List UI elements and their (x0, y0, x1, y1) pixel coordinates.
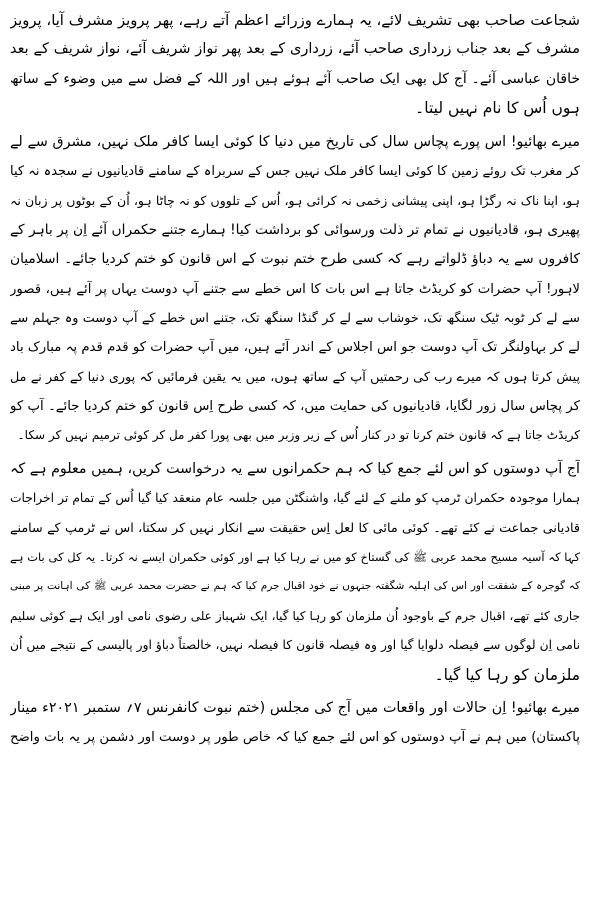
paragraph (10, 6, 580, 124)
text-line: میرے بھائیو! اِن حالات اور واقعات میں آج کی مجلس (ختم نبوت کانفرنس ۷؍ ستمبر ۲۰۲۱ء مینار (10, 699, 580, 716)
text-line: خاقان عباسی آئے۔ آج کل بھی ایک صاحب آئے ہوئے ہیں اور اللہ کے فضل سے میں وضوء کے ساتھ (10, 70, 580, 87)
text-line: ملزمان کو رہا کیا گیا۔ (434, 665, 580, 684)
text-line: لے کر بہاولنگر تک آپ دوست جو اس اجلاس کے اندر آئے ہیں، میں آپ حضرات کو قدم قدم پہ مبارک باد (10, 340, 580, 356)
text-line: کافروں سے یہ دباؤ ڈلواتے رہے کہ کسی طرح ختم نبوت کے اس قانون کو ختم کردیا جائے۔ اسلامیان (10, 251, 580, 268)
text-line: لاہور! آپ حضرات کو کریڈٹ جاتا ہے اس بات کا اس خطے سے جتنے آپ دوست یہاں پر آئے ہیں، قصور (10, 281, 580, 297)
text-line: سے لے کر ٹوبہ ٹیک سنگھ تک، خوشاب سے لے کر گنڈا سنگھ تک، جتنے اس خطے کے آپ دوست وہ جہلم سے (10, 310, 580, 326)
text-line: ہمارا موجودہ حکمران ٹرمپ کو ملنے کے لئے گیا، واشنگٹن میں جلسہ عام منعقد کیا گیا اُس کے تمام تر اخراجات (10, 491, 580, 506)
text-line: ہوں اُس کا نام نہیں لیتا۔ (415, 99, 580, 118)
text-line: پاکستان) میں ہم نے آپ دوستوں کو اس لئے جمع کیا کہ خاص طور پر دوست اور دشمن پر یہ بات واضح (10, 730, 580, 746)
text-line: جاری کئے تھے، اقبال جرم کے باوجود اُن ملزمان کو رہا کیا گیا، ایک شہباز علی رضوی نامی اور ایک ہے کوئی سلیم (10, 608, 580, 623)
text-line: کر پچاس سال زور لگایا، قادیانیوں کی حمایت میں، کہ کسی طرح اِس قانون کو ختم کردیا جائے۔ آپ کو (10, 399, 580, 415)
text-line: قادیانی جماعت نے کئے تھے۔ کوئی مائی کا لعل اِس حقیقت سے انکار نہیں کر سکتا، اس نے ٹرمپ کے سامنے (10, 520, 580, 536)
text-line: کر مغرب تک روئے زمین کا کوئی ایسا کافر ملک نہیں جس کے سربراہ کے سامنے قادیانیوں نے سجدہ نہ کیا (10, 163, 580, 179)
text-line: میرے بھائیو! اس پورے پچاس سال کی تاریخ میں دنیا کا کوئی ایسا کافر ملک نہیں، مشرق سے لے (10, 133, 580, 150)
text-line: کریڈٹ جاتا ہے کہ قانون ختم کرنا تو در کنار اُس کے زیر وزبر میں بھی پورا کفر مل کر کوئی ترمیم نہیں کر سکا۔ (17, 428, 580, 443)
text-line: ہو، اپنا ناک نہ رگڑا ہو، اپنی پیشانی زخمی نہ کرائی ہو، اُس کے تلووں کو نہ چاٹا ہو، اُن کے بوٹوں پر زبان نہ (10, 193, 580, 209)
text-line: کہا کہ آسیہ مسیح محمد عربی ﷺ کی گستاخ کو میں نے رہا کیا ہے اور کوئی حکمران ایسے نہ کرتا۔ یہ کل کی بات ہے (10, 550, 580, 565)
text-line: نامی اِن لوگوں سے فیصلہ دلوایا گیا اور وہ فیصلہ قانون کا فیصلہ نہیں، خالصتاً دباؤ اور پالیسی کے نتیجے میں اُن (10, 638, 580, 653)
text-line: مشرف کے بعد جناب زرداری صاحب آئے، زرداری کے بعد پھر نواز شریف آئے، نواز شریف کے بعد (10, 41, 580, 58)
text-line: شجاعت صاحب بھی تشریف لائے، یہ ہمارے وزرائے اعظم آتے رہے، پھر پرویز مشرف آیا، پرویز (10, 12, 580, 29)
paragraph (10, 128, 580, 451)
paragraph (10, 455, 580, 690)
text-line: کہ گوجرہ کے شفقت اور اس کی اہلیہ شگفتہ جنہوں نے خود اقبال جرم کیا کہ ہم نے حضرت محمد عربی ﷺ کی اہانت پر مبنی (10, 580, 580, 593)
paragraph (10, 694, 580, 753)
text-line: پیش کرتا ہوں کہ میرے رب کی رحمتیں آپ کے ساتھ ہوں، میں یہ یقین فرمائیں کہ پوری دنیا کے کفر نے مل (10, 369, 580, 385)
text-line: آج آپ دوستوں کو اس لئے جمع کیا کہ ہم حکمرانوں سے یہ درخواست کریں، ہمیں معلوم ہے کہ (10, 460, 580, 477)
text-line: پھیری ہو، قادیانیوں نے تمام تر ذلت ورسوائی کو برداشت کیا! ہمارے جتنے حکمراں آئے اِن پر باہر کے (10, 221, 580, 238)
